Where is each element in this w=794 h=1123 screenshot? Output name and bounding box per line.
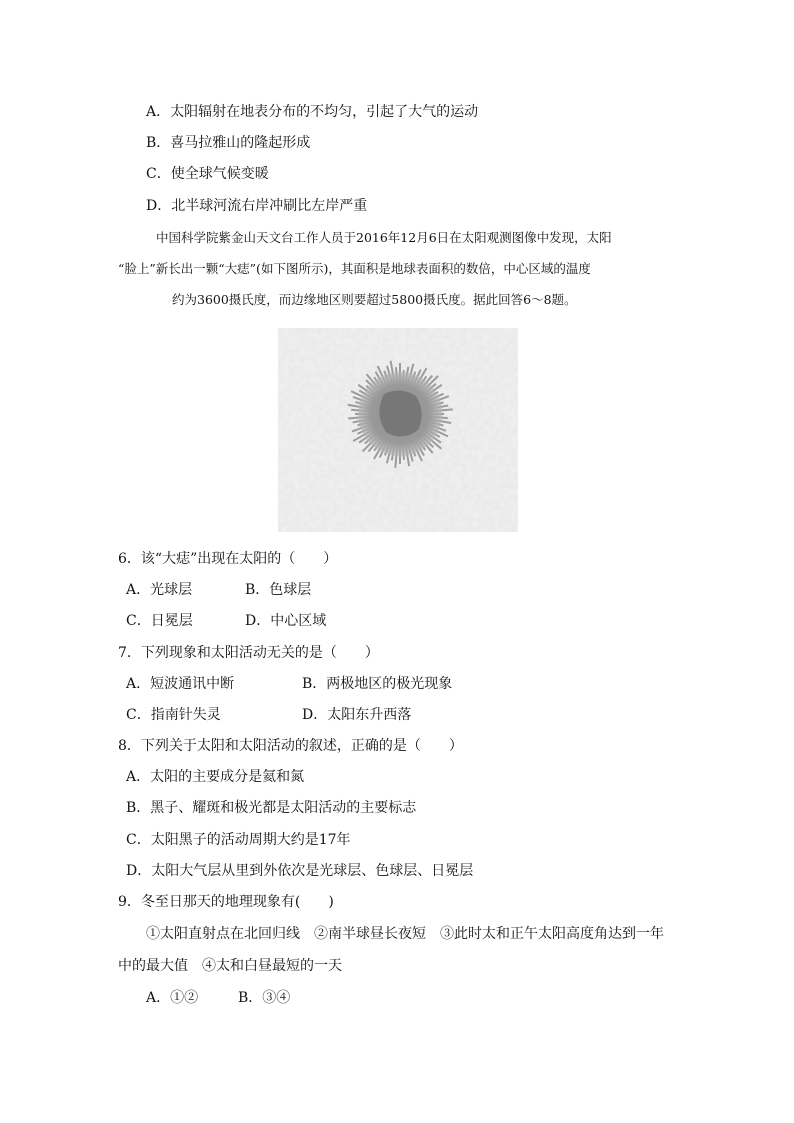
q6-option-d: D．中心区域 — [245, 613, 327, 629]
q6-option-a: A．光球层 — [126, 582, 193, 598]
q9-statements-line-1: ①太阳直射点在北回归线 ②南半球昼长夜短 ③此时太和正午太阳高度角达到一年 — [146, 926, 664, 942]
q9-option-a: A．①② — [146, 990, 199, 1006]
q9-statements-line-2: 中的最大值 ④太和白昼最短的一天 — [118, 958, 342, 974]
q8-option-a: A．太阳的主要成分是氦和氮 — [126, 769, 305, 785]
q7-option-b: B．两极地区的极光现象 — [302, 676, 453, 692]
q9-stem: 9．冬至日那天的地理现象有( ) — [118, 894, 334, 910]
passage-line-2: “脸上”新长出一颗“大痣”(如下图所示)，其面积是地球表面积的数倍，中心区域的温度 — [118, 261, 591, 276]
sunspot-umbra — [379, 390, 421, 436]
q8-option-c: C．太阳黑子的活动周期大约是17年 — [126, 832, 351, 848]
passage-line-1: 中国科学院紫金山天文台工作人员于2016年12月6日在太阳观测图像中发现，太阳 — [156, 230, 612, 245]
sunspot-image — [278, 328, 518, 532]
q5-option-c: C．使全球气候变暖 — [146, 166, 269, 182]
q7-option-d: D．太阳东升西落 — [302, 707, 412, 723]
q5-option-d: D．北半球河流右岸冲刷比左岸严重 — [146, 198, 368, 214]
q8-stem: 8．下列关于太阳和太阳活动的叙述，正确的是（ ） — [118, 738, 463, 754]
q6-option-c: C．日冕层 — [126, 613, 193, 629]
q7-option-c: C．指南针失灵 — [126, 707, 221, 723]
passage-line-3: 约为3600摄氏度，而边缘地区则要超过5800摄氏度。据此回答6～8题。 — [172, 292, 577, 307]
q8-option-d: D．太阳大气层从里到外依次是光球层、色球层、日冕层 — [126, 863, 474, 879]
q6-stem: 6．该“大痣”出现在太阳的（ ） — [118, 551, 338, 567]
q5-option-a: A．太阳辐射在地表分布的不均匀，引起了大气的运动 — [146, 104, 479, 120]
q7-option-a: A．短波通讯中断 — [126, 676, 235, 692]
q5-option-b: B．喜马拉雅山的隆起形成 — [146, 135, 311, 151]
q8-option-b: B．黑子、耀斑和极光都是太阳活动的主要标志 — [126, 800, 417, 816]
q6-option-b: B．色球层 — [245, 582, 312, 598]
q9-option-b: B．③④ — [238, 990, 291, 1006]
q7-stem: 7．下列现象和太阳活动无关的是（ ） — [118, 645, 379, 661]
